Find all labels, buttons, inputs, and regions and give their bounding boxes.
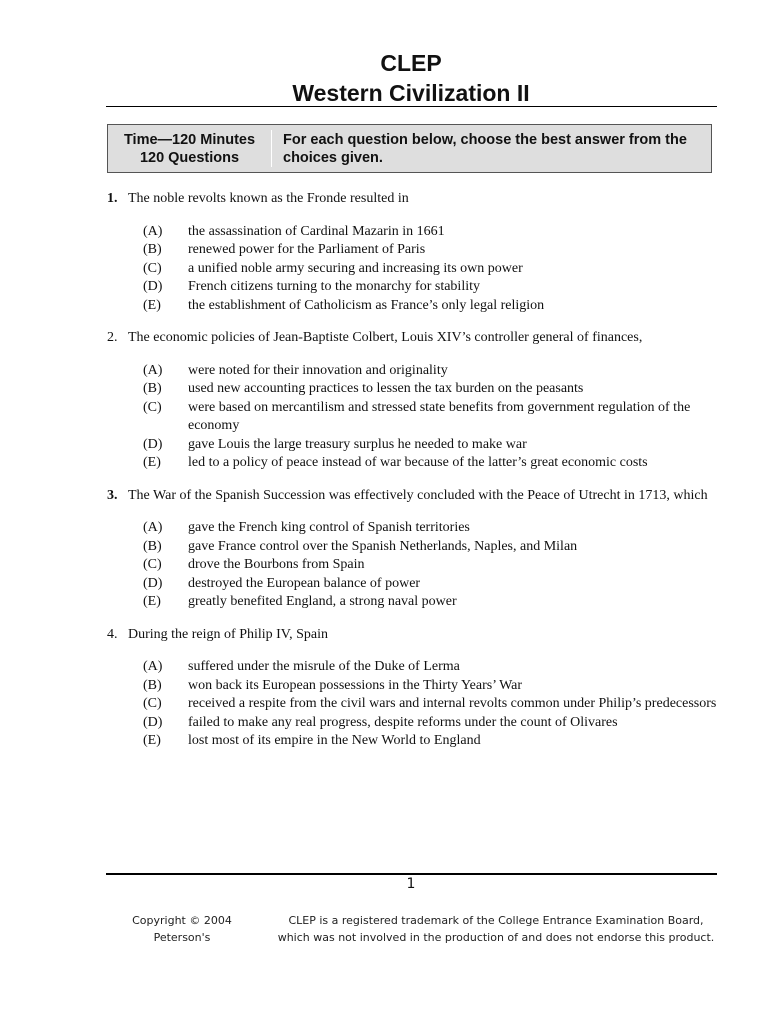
answer-choices [107, 519, 717, 612]
answer-choice [107, 714, 717, 733]
answer-choices [107, 223, 717, 316]
choice-text: failed to make any real progress, despite reforms under the count of Olivares [188, 714, 618, 730]
choice-text: led to a policy of peace instead of war because of the latter’s great economic costs [188, 455, 648, 470]
choice-letter: (B) [143, 242, 162, 257]
choice-text: suffered under the misrule of the Duke of Lerma [188, 659, 460, 674]
test-info [108, 131, 271, 167]
choice-text: greatly benefited England, a strong naval power [188, 594, 457, 609]
choice-letter: (B) [143, 538, 162, 554]
answer-choice [107, 362, 717, 381]
choice-letter: (C) [143, 399, 162, 415]
choice-text: received a respite from the civil wars and internal revolts common under Philip’s predecessors [188, 696, 717, 711]
instructions-box [107, 124, 712, 173]
answer-choice [107, 575, 717, 594]
instructions-text: For each question below, choose the best answer from the choices given. [283, 132, 687, 166]
question-number: 4. [107, 626, 118, 642]
question-count: 120 Questions [139, 150, 240, 166]
instructions-divider [271, 130, 272, 167]
answer-choice [107, 519, 717, 538]
title-clep: CLEP [380, 50, 442, 76]
question-text: During the reign of Philip IV, Spain [128, 626, 329, 642]
choice-text: gave France control over the Spanish Netherlands, Naples, and Milan [188, 538, 578, 554]
answer-choice [107, 454, 717, 473]
question-item [107, 190, 717, 315]
choice-letter: (B) [143, 381, 162, 396]
choice-letter: (A) [143, 223, 163, 239]
question-stem [107, 190, 717, 209]
trademark-line-1: CLEP is a registered trademark of the College Entrance Examination Board, [288, 914, 704, 927]
question-item [107, 329, 717, 473]
choice-letter: (A) [143, 659, 163, 674]
answer-choice [107, 436, 717, 455]
answer-choice [107, 380, 717, 399]
choice-letter: (D) [143, 575, 163, 591]
choice-letter: (B) [143, 677, 162, 693]
question-list [107, 190, 717, 765]
answer-choice [107, 297, 717, 316]
choice-text: gave Louis the large treasury surplus he needed to make war [188, 436, 527, 452]
header-rule [106, 106, 717, 107]
answer-choices [107, 658, 717, 751]
copyright-notice [121, 912, 243, 946]
question-stem [107, 487, 717, 506]
choice-letter: (A) [143, 520, 163, 535]
choice-text: drove the Bourbons from Spain [188, 557, 365, 572]
trademark-line-2: which was not involved in the production of and does not endorse this product. [277, 931, 715, 944]
answer-choice [107, 223, 717, 242]
choice-letter: (A) [143, 362, 163, 378]
answer-choice [107, 538, 717, 557]
choice-text: gave the French king control of Spanish territories [188, 520, 470, 535]
question-stem [107, 329, 717, 348]
question-number: 1. [107, 191, 118, 206]
answer-choice [107, 593, 717, 612]
question-item [107, 487, 717, 612]
title-subject: Western Civilization II [292, 80, 530, 106]
question-number: 3. [107, 487, 118, 503]
question-stem [107, 626, 717, 645]
answer-choice [107, 695, 717, 714]
question-text: The War of the Spanish Succession was effectively concluded with the Peace of Utrecht in 1713, which [128, 487, 708, 503]
choice-text: French citizens turning to the monarchy for stability [188, 279, 480, 294]
choice-text: the establishment of Catholicism as France’s only legal religion [188, 297, 545, 313]
answer-choice [107, 399, 717, 436]
page-number: 1 [406, 876, 416, 892]
question-item [107, 626, 717, 751]
choice-letter: (E) [143, 455, 161, 470]
answer-choices [107, 362, 717, 473]
choice-letter: (E) [143, 733, 161, 748]
answer-choice [107, 732, 717, 751]
choice-letter: (D) [143, 279, 163, 294]
page-title [0, 50, 768, 109]
answer-choice [107, 677, 717, 696]
answer-choice [107, 278, 717, 297]
trademark-notice [276, 912, 716, 946]
copyright-line: Copyright © 2004 [132, 914, 232, 927]
choice-text: the assassination of Cardinal Mazarin in 1661 [188, 223, 445, 239]
choice-letter: (C) [143, 260, 162, 276]
choice-letter: (D) [143, 436, 163, 452]
time-limit: Time—120 Minutes [123, 132, 256, 148]
question-number: 2. [107, 330, 118, 345]
publisher-line: Peterson's [153, 931, 211, 944]
choice-text: were based on mercantilism and stressed state benefits from government regulation of the economy [188, 399, 691, 433]
answer-choice [107, 260, 717, 279]
choice-letter: (C) [143, 696, 162, 711]
choice-text: lost most of its empire in the New World to England [188, 733, 481, 748]
choice-text: won back its European possessions in the Thirty Years’ War [188, 677, 523, 693]
choice-letter: (E) [143, 594, 161, 609]
choice-text: used new accounting practices to lessen the tax burden on the peasants [188, 381, 584, 396]
choice-letter: (E) [143, 297, 161, 313]
choice-text: a unified noble army securing and increasing its own power [188, 260, 523, 276]
answer-choice [107, 556, 717, 575]
choice-letter: (C) [143, 557, 162, 572]
question-text: The noble revolts known as the Fronde resulted in [128, 191, 409, 206]
answer-choice [107, 241, 717, 260]
choice-text: renewed power for the Parliament of Paris [188, 242, 426, 257]
choice-text: destroyed the European balance of power [188, 575, 421, 591]
choice-text: were noted for their innovation and originality [188, 362, 448, 378]
choice-letter: (D) [143, 714, 163, 730]
question-text: The economic policies of Jean-Baptiste Colbert, Louis XIV’s controller general of finances, [128, 330, 643, 345]
footer-rule [106, 873, 717, 875]
answer-choice [107, 658, 717, 677]
